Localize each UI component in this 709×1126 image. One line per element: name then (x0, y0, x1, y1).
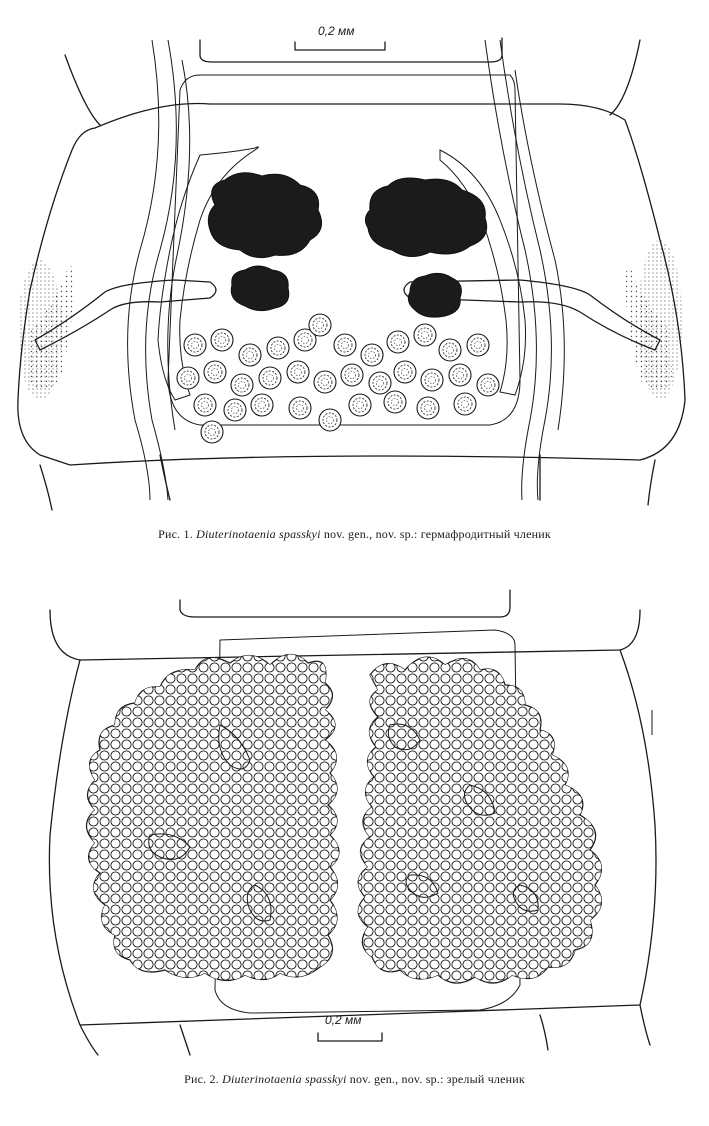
caption-1-prefix: Рис. 1. (158, 527, 197, 541)
figure-2-mature-segment (0, 585, 709, 1105)
segment-outline (18, 104, 685, 511)
previous-segment-outline (65, 38, 640, 125)
ovary-right (365, 178, 486, 317)
scale-bar-1 (295, 42, 385, 50)
figure-1-hermaphroditic-segment (0, 0, 709, 560)
ovary-left (208, 173, 321, 311)
uterus-branch-left (87, 654, 340, 980)
caption-2-suffix: nov. gen., nov. sp.: зрелый членик (346, 1072, 525, 1086)
caption-1-suffix: nov. gen., nov. sp.: гермафродитный членик (320, 527, 551, 541)
caption-2-prefix: Рис. 2. (184, 1072, 223, 1086)
scale-label-2: 0,2 мм (325, 1013, 362, 1027)
excretory-canals (128, 40, 565, 500)
scale-label-1: 0,2 мм (318, 24, 355, 38)
previous-segment-outline-2 (50, 590, 640, 660)
scale-bar-2 (318, 1033, 382, 1041)
caption-figure-1 (0, 527, 709, 542)
figure-2-drawing (0, 585, 709, 1065)
caption-2-species: Diuterinotaenia spasskyi (222, 1072, 347, 1086)
caption-1-species: Diuterinotaenia spasskyi (196, 527, 321, 541)
testes-follicles (177, 314, 499, 443)
figure-1-drawing (0, 0, 709, 520)
uterus-branch-right (358, 657, 601, 983)
caption-figure-2 (0, 1072, 709, 1087)
